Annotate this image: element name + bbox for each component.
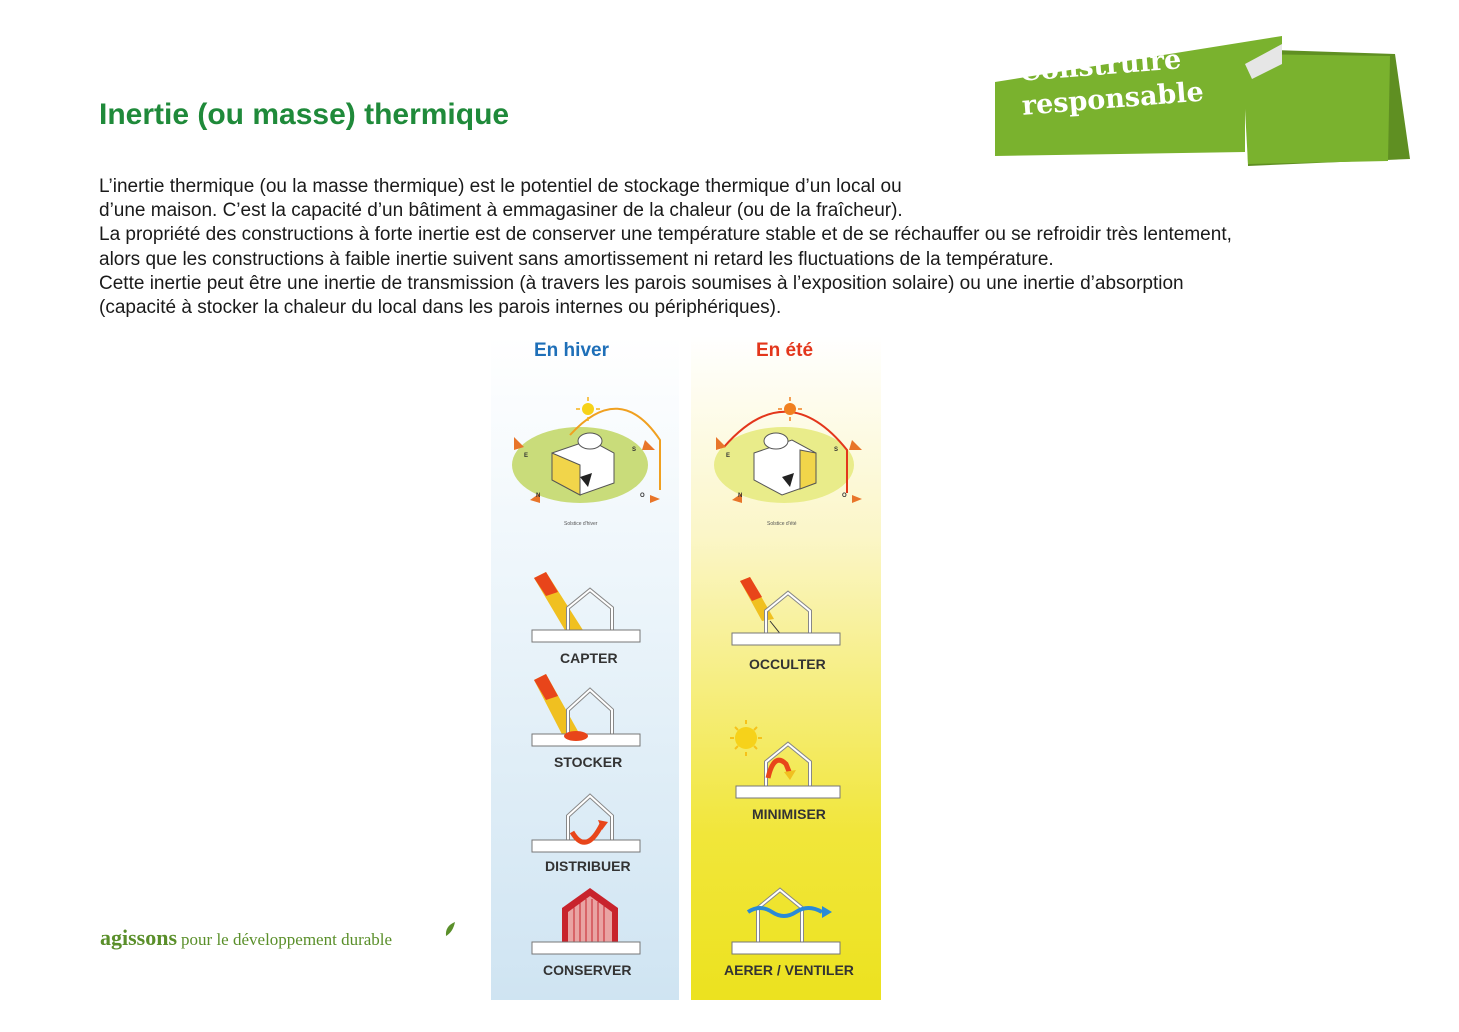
- footer-brand: [100, 925, 392, 951]
- paragraph-line: Cette inertie peut être une inertie de transmission (à travers les parois soumises à l’exposition solaire) ou une inertie d’absorption: [99, 272, 1184, 294]
- winter-heading: En hiver: [534, 340, 609, 361]
- paragraph-line: d’une maison. C’est la capacité d’un bâtiment à emmagasiner de la chaleur (ou de la fraîcheur).: [99, 200, 903, 222]
- stocker-illustration: [528, 672, 648, 752]
- page-title: Inertie (ou masse) thermique: [99, 98, 510, 131]
- paragraph-line: La propriété des constructions à forte inertie est de conserver une température stable et de se réchauffer ou se refroidir très lentement,: [99, 224, 1232, 246]
- intro-paragraph: [99, 175, 1399, 320]
- winter-solstice-caption: Solstice d'hiver: [564, 521, 598, 527]
- summer-heading: En été: [756, 340, 814, 361]
- step-aerer-ventiler-label: AERER / VENTILER: [724, 962, 854, 978]
- step-occulter-label: OCCULTER: [749, 656, 826, 672]
- paragraph-line: (capacité à stocker la chaleur du local dans les parois internes ou périphériques).: [99, 297, 782, 319]
- step-minimiser-label: MINIMISER: [752, 806, 826, 822]
- distribuer-illustration: [528, 778, 648, 858]
- footer-tagline: pour le développement durable: [181, 930, 393, 949]
- step-conserver-label: CONSERVER: [543, 962, 632, 978]
- compass-s: S: [834, 447, 839, 453]
- paragraph-line: L’inertie thermique (ou la masse thermique) est le potentiel de stockage thermique d’un local ou: [99, 176, 902, 197]
- compass-s: S: [632, 447, 637, 453]
- capter-illustration: [528, 570, 648, 645]
- summer-solstice-diagram: [712, 395, 882, 515]
- compass-o: O: [842, 493, 847, 499]
- step-capter-label: CAPTER: [560, 650, 618, 666]
- footer-brand-name: agissons: [100, 925, 178, 950]
- step-stocker-label: STOCKER: [554, 754, 623, 770]
- summer-solstice-caption: Solstice d'été: [767, 521, 797, 527]
- ribbon-line-2: responsable: [1020, 76, 1205, 122]
- compass-n: N: [536, 493, 541, 499]
- aerer-illustration: [730, 882, 850, 962]
- minimiser-illustration: [730, 716, 850, 806]
- compass-n: N: [738, 493, 743, 499]
- winter-solstice-diagram: [510, 395, 680, 515]
- leaf-icon: [443, 920, 459, 938]
- conserver-illustration: [528, 882, 648, 962]
- ribbon-line-1: Construire: [1018, 44, 1183, 88]
- occulter-illustration: [730, 575, 850, 650]
- compass-o: O: [640, 493, 645, 499]
- compass-e: E: [726, 453, 731, 459]
- ribbon-label: [1018, 42, 1205, 124]
- compass-e: E: [524, 453, 529, 459]
- paragraph-line: alors que les constructions à faible inertie suivent sans amortissement ni retard les fluctuations de la température.: [99, 248, 1054, 270]
- step-distribuer-label: DISTRIBUER: [545, 858, 631, 874]
